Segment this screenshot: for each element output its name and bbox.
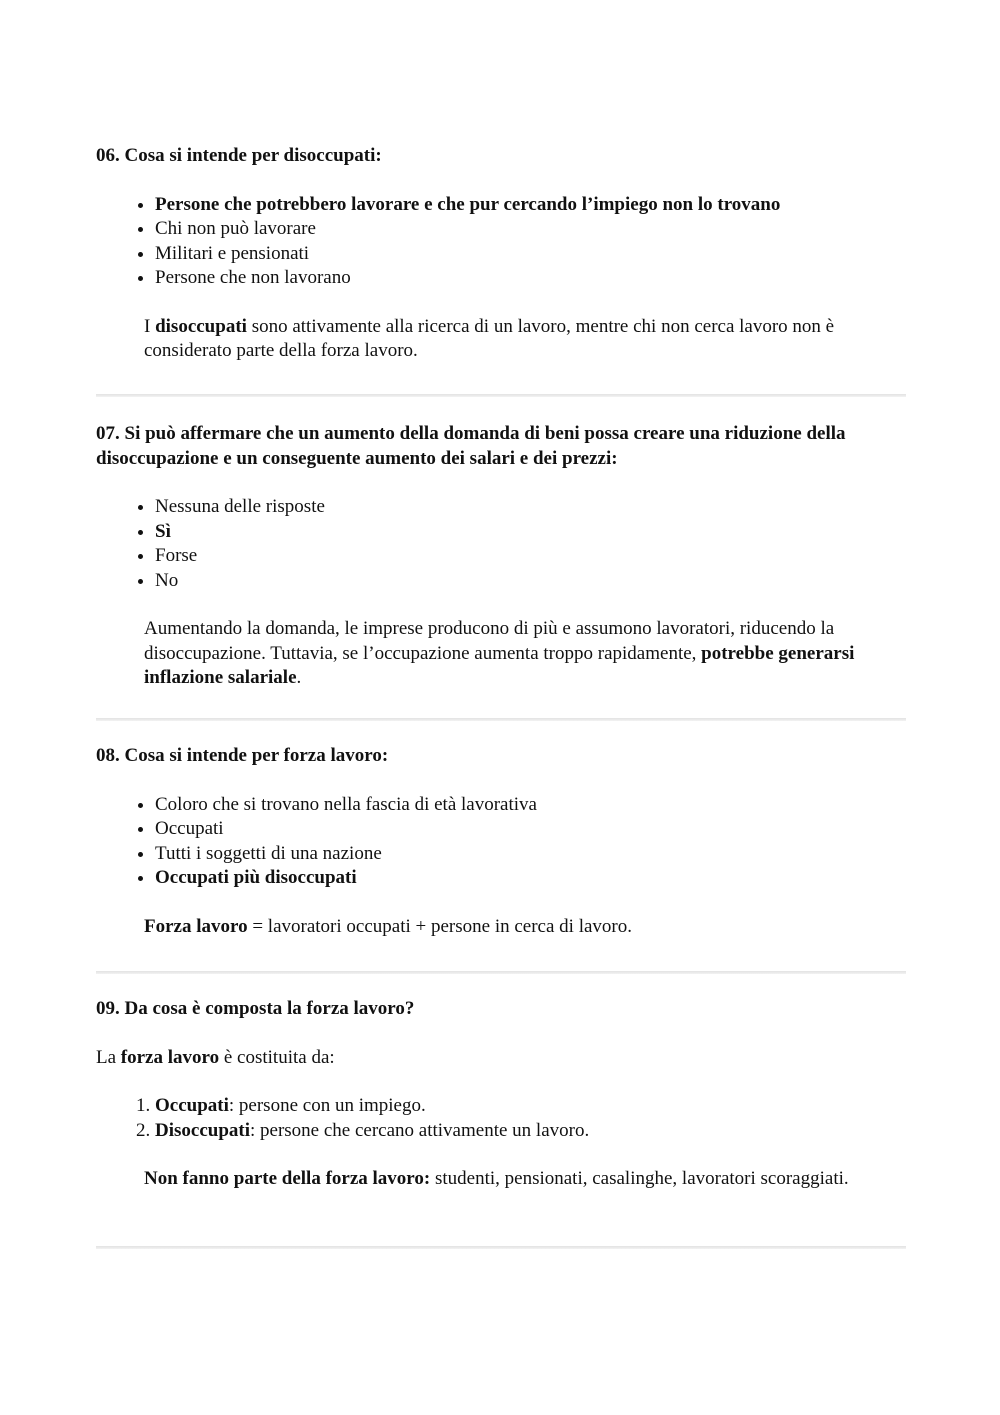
answer-option: • Militari e pensionati (155, 242, 906, 267)
explanation-text: studenti, pensionati, casalinghe, lavoratori scoraggiati. (430, 1168, 849, 1189)
question-08 (96, 744, 906, 939)
section-divider (96, 971, 906, 974)
explanation (144, 315, 864, 364)
answer-options (96, 495, 906, 593)
answer-option: • Occupati (155, 817, 906, 842)
explanation (144, 617, 864, 691)
answer-option: • Tutti i soggetti di una nazione (155, 842, 906, 867)
question-06 (96, 144, 906, 364)
answer-option: • Coloro che si trovano nella fascia di età lavorativa (155, 793, 906, 818)
question-title: 08. Cosa si intende per forza lavoro: (96, 745, 389, 766)
explanation-text: sono attivamente alla ricerca di un lavoro, mentre chi non cerca lavoro non è considerato parte della forza lavoro. (144, 315, 835, 361)
question-title: 07. Si può affermare che un aumento della domanda di beni possa creare una riduzione della disoccupazione e un conseguente aumento dei salari e dei prezzi: (96, 423, 846, 469)
intro-text: è costituita da: (219, 1046, 335, 1068)
section-divider (96, 394, 906, 397)
list-item (155, 1119, 906, 1144)
list-item (155, 1094, 906, 1119)
explanation (144, 1167, 864, 1192)
answer-option: • Persone che non lavorano (155, 266, 906, 291)
intro-bold: forza lavoro (120, 1046, 220, 1068)
answer-option: • Chi non può lavorare (155, 217, 906, 242)
answer-option-correct: • Persone che potrebbero lavorare e che pur cercando l’impiego non lo trovano (155, 193, 906, 218)
answer-option: • No (155, 569, 906, 594)
answer-options (96, 793, 906, 891)
list-item-desc: : persone che cercano attivamente un lavoro. (250, 1119, 590, 1141)
answer-option: • Forse (155, 544, 906, 569)
answer-option-correct: • Occupati più disoccupati (155, 866, 906, 891)
explanation-bold: potrebbe generarsi inflazione salariale (144, 642, 855, 688)
question-07 (96, 422, 906, 691)
explanation-text: . (296, 667, 302, 688)
intro-paragraph (96, 1046, 906, 1071)
answer-option: • Nessuna delle risposte (155, 495, 906, 520)
question-title: 09. Da cosa è composta la forza lavoro? (96, 998, 415, 1019)
explanation-bold: Forza lavoro (144, 915, 248, 937)
section-divider (96, 1246, 906, 1249)
question-09 (96, 997, 906, 1192)
answer-option-correct: • Sì (155, 520, 906, 545)
explanation-text: I (144, 315, 156, 337)
question-title: 06. Cosa si intende per disoccupati: (96, 145, 382, 166)
intro-text: La (96, 1046, 121, 1068)
explanation-text: = lavoratori occupati + persone in cerca di lavoro. (247, 915, 632, 937)
answer-options (96, 193, 906, 291)
section-divider (96, 718, 906, 721)
composition-list (96, 1094, 906, 1143)
explanation-bold: Non fanno parte della forza lavoro: (144, 1168, 431, 1189)
list-item-desc: : persone con un impiego. (228, 1095, 426, 1116)
explanation-bold: disoccupati (155, 315, 247, 337)
list-item-term: Disoccupati (155, 1119, 250, 1141)
explanation (144, 915, 864, 940)
list-item-term: Occupati (155, 1095, 229, 1116)
explanation-text: Aumentando la domanda, le imprese producono di più e assumono lavoratori, riducendo la disoccupazione. Tuttavia, se l’occupazione aumenta troppo rapidamente, (144, 618, 835, 664)
